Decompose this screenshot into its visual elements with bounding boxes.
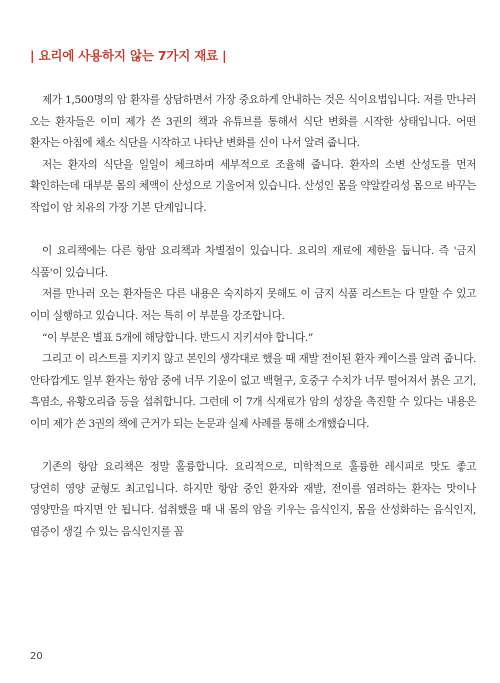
- paragraph-2: 저는 환자의 식단을 일일이 체크하며 세부적으로 조율해 줍니다. 환자의 소변 산성도를 먼저 확인하는데 대부분 몸의 체액이 산성으로 기울어져 있습니다. 산성인 몸을 약알칼리성 몸으로 바꾸는 작업이 암 치유의 가장 기본 단계입니다.: [30, 158, 476, 214]
- paragraph-4: 저를 만나러 오는 환자들은 다른 내용은 숙지하지 못해도 이 금지 식품 리스트는 다 말할 수 있고 이미 실행하고 있습니다. 저는 특히 이 부분을 강조합니다.: [30, 288, 476, 322]
- section-heading: | 요리에 사용하지 않는 7가지 재료 |: [30, 48, 227, 63]
- page-number: 20: [30, 651, 43, 662]
- body-text: [30, 90, 476, 543]
- paragraph-6: 기존의 항암 요리책은 정말 훌륭합니다. 요리적으로, 미학적으로 훌륭한 레시피로 맛도 좋고 당연히 영양 균형도 최고입니다. 하지만 항암 중인 환자와 재발, 전이를 염려하는 환자는 맛이나 영양만을 따지면 안 됩니다. 섭취했을 때 내 몸의 암을 키우는 음식인지, 몸을 산성화하는 음식인지, 염증이 생길 수 있는 음식인지를 꼼: [30, 461, 476, 538]
- paragraph-3: 이 요리책에는 다른 항암 요리책과 차별점이 있습니다. 요리의 재료에 제한을 둡니다. 즉 '금지 식품'이 있습니다.: [30, 245, 476, 279]
- paragraph-quote: “이 부분은 별표 5개에 해당합니다. 반드시 지키셔야 합니다.”: [42, 331, 313, 344]
- paragraph-1: 제가 1,500명의 암 환자를 상담하면서 가장 중요하게 안내하는 것은 식이요법입니다. 저를 만나러 오는 환자들은 이미 제가 쓴 3권의 책과 유튜브를 통해서 식단 변화를 시작한 상태입니다. 어떤 환자는 아침에 채소 식단을 시작하고 나타난 변화를 신이 나서 알려 줍니다.: [30, 94, 476, 150]
- paragraph-5: 그리고 이 리스트를 지키지 않고 본인의 생각대로 했을 때 재발 전이된 환자 케이스를 알려 줍니다. 안타깝게도 일부 환자는 항암 중에 너무 기운이 없고 백혈구, 호중구 수치가 너무 떨어져서 붉은 고기, 흑염소, 유황오리즙 등을 섭취합니다. 그런데 이 7개 식재료가 암의 성장을 촉진할 수 있다는 내용은 이미 제가 쓴 3권의 책에 근거가 되는 논문과 실제 사례를 통해 소개했습니다.: [30, 353, 476, 430]
